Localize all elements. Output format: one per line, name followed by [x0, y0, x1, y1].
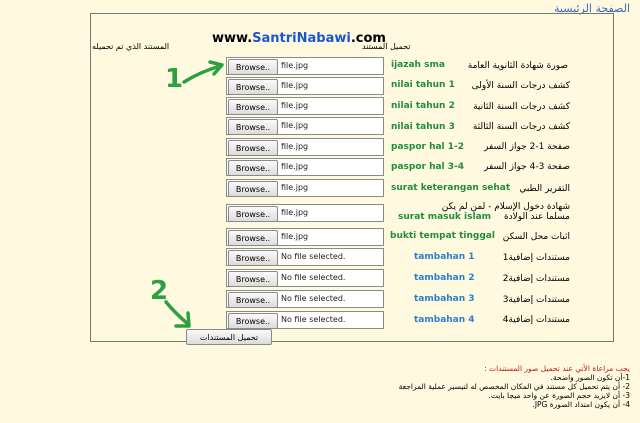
page-title[interactable]: الصفحة الرئيسية — [554, 2, 630, 15]
file-input-4[interactable] — [226, 138, 384, 156]
selected-file-name: No file selected. — [281, 315, 346, 324]
row-label: التقرير الطبي — [519, 184, 570, 194]
instruction-item: 4- أن يكون امتداد الصورة JPG. — [532, 400, 630, 409]
row-label: كشف درجات السنة الثانية — [473, 102, 570, 112]
site-url-brand: SantriNabawi — [252, 31, 351, 46]
selected-file-name: file.jpg — [281, 121, 309, 130]
file-input-6[interactable] — [226, 179, 384, 197]
browse-button[interactable]: Browse.. — [228, 313, 278, 329]
site-url-watermark — [212, 31, 386, 46]
arrow-down-right-icon — [160, 298, 200, 334]
instruction-item: 2- أن يتم تحميل كل مستند في المكان المخصص له لتيسير عملية المراجعة — [398, 382, 630, 391]
row-tag: nilai tahun 2 — [391, 101, 455, 111]
browse-button[interactable]: Browse.. — [228, 230, 278, 246]
site-url-suffix: .com — [350, 31, 386, 46]
step-1-annotation: 1 — [165, 64, 184, 94]
file-input-10[interactable] — [226, 269, 384, 287]
file-input-9[interactable] — [226, 248, 384, 266]
row-tag: ijazah sma — [391, 60, 445, 70]
file-input-11[interactable] — [226, 290, 384, 308]
selected-file-name: file.jpg — [281, 208, 309, 217]
file-input-12[interactable] — [226, 311, 384, 329]
row-label: كشف درجات السنة الثالثة — [472, 122, 570, 132]
browse-button[interactable]: Browse.. — [228, 119, 278, 135]
browse-button[interactable]: Browse.. — [228, 181, 278, 197]
arrow-right-icon — [180, 58, 230, 88]
column-header-uploaded: المستند الذي تم تحميله — [92, 42, 170, 51]
selected-file-name: file.jpg — [281, 142, 309, 151]
row-label: مستندات إضافية4 — [502, 315, 570, 325]
browse-button[interactable]: Browse.. — [228, 271, 278, 287]
selected-file-name: file.jpg — [281, 61, 309, 70]
file-input-2[interactable] — [226, 97, 384, 115]
row-label: صفحة 1-2 جواز السفر — [484, 142, 570, 152]
row-tag: tambahan 4 — [414, 315, 475, 325]
row-tag: nilai tahun 1 — [391, 80, 455, 90]
upload-instructions — [399, 364, 630, 409]
row-tag: tambahan 3 — [414, 294, 475, 304]
column-header-upload: تحميل المستند — [362, 42, 411, 51]
file-input-8[interactable] — [226, 228, 384, 246]
instruction-item: 1-أن تكون الصور واضحة. — [550, 373, 630, 382]
row-tag: tambahan 1 — [414, 252, 475, 262]
row-label: اثبات محل السكن — [502, 232, 570, 242]
browse-button[interactable]: Browse.. — [228, 140, 278, 156]
row-label: مستندات إضافية1 — [502, 253, 570, 263]
row-tag: paspor hal 1-2 — [391, 142, 465, 152]
browse-button[interactable]: Browse.. — [228, 79, 278, 95]
file-input-5[interactable] — [226, 158, 384, 176]
row-label: مستندات إضافية3 — [502, 295, 570, 305]
site-url-prefix: www. — [212, 31, 253, 46]
row-label: كشف درجات السنة الأولى — [471, 81, 570, 91]
selected-file-name: file.jpg — [281, 81, 309, 90]
row-tag: nilai tahun 3 — [391, 122, 455, 132]
browse-button[interactable]: Browse.. — [228, 59, 278, 75]
browse-button[interactable]: Browse.. — [228, 250, 278, 266]
row-tag: bukti tempat tinggal — [390, 231, 495, 241]
selected-file-name: No file selected. — [281, 252, 346, 261]
file-input-7[interactable] — [226, 204, 384, 222]
selected-file-name: file.jpg — [281, 162, 309, 171]
row-label: صورة شهادة الثانوية العامة — [467, 61, 568, 71]
row-tag: tambahan 2 — [414, 273, 475, 283]
browse-button[interactable]: Browse.. — [228, 292, 278, 308]
row-tag: surat keterangan sehat — [391, 183, 511, 193]
row-tag: paspor hal 3-4 — [391, 162, 465, 172]
row-label: مستندات إضافية2 — [502, 274, 570, 284]
file-input-3[interactable] — [226, 117, 384, 135]
browse-button[interactable]: Browse.. — [228, 160, 278, 176]
instructions-heading: يجب مراعاة الأتي عند تحميل صور المستندات : — [484, 364, 630, 373]
step-2-annotation: 2 — [150, 276, 169, 306]
selected-file-name: No file selected. — [281, 273, 346, 282]
browse-button[interactable]: Browse.. — [228, 99, 278, 115]
selected-file-name: file.jpg — [281, 101, 309, 110]
upload-documents-button[interactable]: تحميل المستندات — [186, 329, 272, 345]
selected-file-name: file.jpg — [281, 183, 309, 192]
selected-file-name: file.jpg — [281, 232, 309, 241]
file-input-0[interactable] — [226, 57, 384, 75]
file-input-1[interactable] — [226, 77, 384, 95]
instruction-item: 3- أن لايزيد حجم الصورة عن واحد ميجا بايت. — [488, 391, 630, 400]
row-tag: surat masuk islam — [398, 212, 492, 222]
browse-button[interactable]: Browse.. — [228, 206, 278, 222]
row-label-line2: مسلما عند الولادة — [503, 212, 570, 222]
row-label-line1: شهادة دخول الإسلام - لمن لم يكن — [441, 202, 570, 212]
row-label: صفحة 3-4 جواز السفر — [484, 162, 570, 172]
selected-file-name: No file selected. — [281, 294, 346, 303]
